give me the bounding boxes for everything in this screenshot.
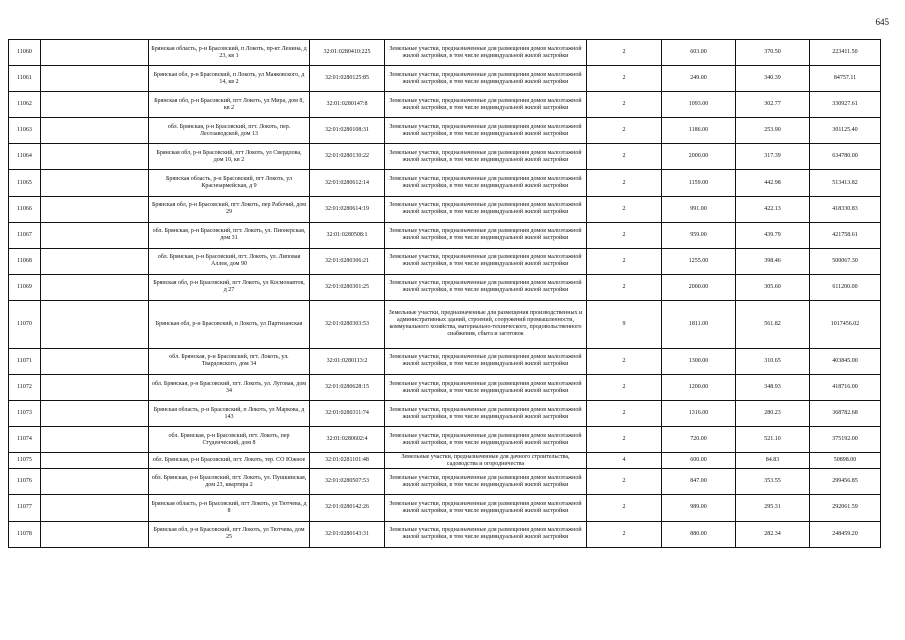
cadastral-value-cell: 375192.00: [810, 427, 881, 453]
rate-cell: 442.98: [736, 170, 810, 196]
row-number: 11066: [9, 196, 41, 222]
table-row: [9, 170, 881, 196]
address-cell: обл. Брянская, р-н Брасовский, пгт. Локоть, ул. Липовая Аллея, дом 90: [149, 248, 310, 274]
rate-cell: 398.46: [736, 248, 810, 274]
cadastral-number-cell: 32:01:0280508:1: [310, 222, 385, 248]
parcel-register-table: [8, 39, 881, 548]
cadastral-number-cell: 32:01:0280306:21: [310, 248, 385, 274]
cadastral-value-cell: 418716.00: [810, 375, 881, 401]
cadastral-value-cell: 513413.82: [810, 170, 881, 196]
table-row: [9, 521, 881, 547]
table-row: [9, 144, 881, 170]
address-cell: Брянская обл, р-н Брасовский, п Локоть, ул Партизанская: [149, 300, 310, 348]
land-use-cell: Земельные участки, предназначенные для размещения домов малоэтажной жилой застройки, в том числе индивидуальной жилой застройки: [385, 196, 587, 222]
group-cell: 2: [587, 40, 662, 66]
land-use-cell: Земельные участки, предназначенные для размещения домов малоэтажной жилой застройки, в том числе индивидуальной жилой застройки: [385, 274, 587, 300]
rate-cell: 317.39: [736, 144, 810, 170]
empty-cell: [41, 118, 149, 144]
table-row: [9, 427, 881, 453]
address-cell: обл. Брянская, р-н Брасовский, пгт. Локоть, ул. Луговая, дом 34: [149, 375, 310, 401]
land-use-cell: Земельные участки, предназначенные для размещения домов малоэтажной жилой застройки, в том числе индивидуальной жилой застройки: [385, 401, 587, 427]
cadastral-number-cell: 32:01:0281101:48: [310, 453, 385, 469]
group-cell: 2: [587, 348, 662, 374]
address-cell: Брянская обл, р-н Брасовский, пгт Локоть, пер Рабочий, дом 29: [149, 196, 310, 222]
row-number: 11070: [9, 300, 41, 348]
empty-cell: [41, 469, 149, 495]
cadastral-value-cell: 299456.85: [810, 469, 881, 495]
group-cell: 2: [587, 495, 662, 521]
land-use-cell: Земельные участки, предназначенные для размещения домов малоэтажной жилой застройки, в том числе индивидуальной жилой застройки: [385, 170, 587, 196]
empty-cell: [41, 401, 149, 427]
cadastral-value-cell: 611200.00: [810, 274, 881, 300]
group-cell: 2: [587, 222, 662, 248]
address-cell: Брянская обл, р-н Брасовский, пгт Локоть, ул Свердлова, дом 10, кв 2: [149, 144, 310, 170]
row-number: 11061: [9, 66, 41, 92]
land-use-cell: Земельные участки, предназначенные для размещения домов малоэтажной жилой застройки, в том числе индивидуальной жилой застройки: [385, 66, 587, 92]
cadastral-value-cell: 223411.50: [810, 40, 881, 66]
empty-cell: [41, 427, 149, 453]
area-cell: 1255.00: [662, 248, 736, 274]
group-cell: 2: [587, 469, 662, 495]
area-cell: 989.00: [662, 495, 736, 521]
cadastral-value-cell: 403845.00: [810, 348, 881, 374]
row-number: 11076: [9, 469, 41, 495]
rate-cell: 295.31: [736, 495, 810, 521]
row-number: 11069: [9, 274, 41, 300]
cadastral-number-cell: 32:01:0280125:85: [310, 66, 385, 92]
address-cell: обл. Брянская, р-н Брасовский, пгт. Локоть, ул. Пушкинская, дом 23, квартира 2: [149, 469, 310, 495]
rate-cell: 561.82: [736, 300, 810, 348]
empty-cell: [41, 453, 149, 469]
cadastral-number-cell: 32:01:0280410:225: [310, 40, 385, 66]
area-cell: 880.00: [662, 521, 736, 547]
address-cell: Брянская область, р-н Брасовский, пгт Локоть, ул Тютчева, д 8: [149, 495, 310, 521]
cadastral-value-cell: 500067.30: [810, 248, 881, 274]
address-cell: Брянская обл, р-н Брасовский, пгт Локоть, ул Мира, дом 8, кв 2: [149, 92, 310, 118]
cadastral-number-cell: 32:01:0280113:2: [310, 348, 385, 374]
cadastral-value-cell: 368782.68: [810, 401, 881, 427]
rate-cell: 310.65: [736, 348, 810, 374]
address-cell: Брянская область, р-н Брасовский, п Локоть, пр-кт Ленина, д 23, кв 1: [149, 40, 310, 66]
row-number: 11073: [9, 401, 41, 427]
area-cell: 1811.00: [662, 300, 736, 348]
cadastral-value-cell: 418330.83: [810, 196, 881, 222]
address-cell: обл. Брянская, р-н Брасовский, пгт. Локоть, ул. Твардовского, дом 34: [149, 348, 310, 374]
rate-cell: 340.39: [736, 66, 810, 92]
row-number: 11065: [9, 170, 41, 196]
rate-cell: 521.10: [736, 427, 810, 453]
table-row: [9, 401, 881, 427]
area-cell: 249.00: [662, 66, 736, 92]
row-number: 11077: [9, 495, 41, 521]
rate-cell: 280.23: [736, 401, 810, 427]
group-cell: 2: [587, 521, 662, 547]
empty-cell: [41, 222, 149, 248]
table-row: [9, 40, 881, 66]
cadastral-value-cell: 421758.61: [810, 222, 881, 248]
address-cell: Брянская обл, р-н Брасовский, п Локоть, ул Маяковского, д 14, кв 2: [149, 66, 310, 92]
area-cell: 603.00: [662, 40, 736, 66]
row-number: 11067: [9, 222, 41, 248]
land-use-cell: Земельные участки, предназначенные для размещения домов малоэтажной жилой застройки, в том числе индивидуальной жилой застройки: [385, 521, 587, 547]
address-cell: Брянская обл, р-н Брасовский, пгт Локоть, ул Тютчева, дом 25: [149, 521, 310, 547]
land-use-cell: Земельные участки, предназначенные для дачного строительства, садоводства и огородничества: [385, 453, 587, 469]
land-use-cell: Земельные участки, предназначенные для размещения домов малоэтажной жилой застройки, в том числе индивидуальной жилой застройки: [385, 92, 587, 118]
empty-cell: [41, 40, 149, 66]
cadastral-number-cell: 32:01:0280142:26: [310, 495, 385, 521]
cadastral-number-cell: 32:01:0280612:14: [310, 170, 385, 196]
area-cell: 1200.00: [662, 375, 736, 401]
cadastral-value-cell: 292061.59: [810, 495, 881, 521]
cadastral-value-cell: 634780.00: [810, 144, 881, 170]
address-cell: Брянская область, р-н Брасовский, п Локоть, ул Маркова, д 143: [149, 401, 310, 427]
area-cell: 1316.00: [662, 401, 736, 427]
land-use-cell: Земельные участки, предназначенные для размещения домов малоэтажной жилой застройки, в том числе индивидуальной жилой застройки: [385, 469, 587, 495]
cadastral-number-cell: 32:01:0280301:25: [310, 274, 385, 300]
area-cell: 2000.00: [662, 144, 736, 170]
address-cell: обл. Брянская, р-н Брасовский, пгт. Локоть, тер. СО Южное: [149, 453, 310, 469]
cadastral-number-cell: 32:01:0280311:74: [310, 401, 385, 427]
rate-cell: 282.34: [736, 521, 810, 547]
land-use-cell: Земельные участки, предназначенные для размещения домов малоэтажной жилой застройки, в том числе индивидуальной жилой застройки: [385, 118, 587, 144]
row-number: 11063: [9, 118, 41, 144]
rate-cell: 353.55: [736, 469, 810, 495]
cadastral-number-cell: 32:01:0280303:53: [310, 300, 385, 348]
land-use-cell: Земельные участки, предназначенные для размещения производственных и административных зданий, строений, сооружений промышленности, коммунального хозяйства, материально-технического, продовольственного снабжения, сбыта и заготовок: [385, 300, 587, 348]
rate-cell: 84.83: [736, 453, 810, 469]
table-row: [9, 469, 881, 495]
table-row: [9, 66, 881, 92]
cadastral-number-cell: 32:01:0280108:31: [310, 118, 385, 144]
group-cell: 2: [587, 427, 662, 453]
empty-cell: [41, 375, 149, 401]
rate-cell: 348.93: [736, 375, 810, 401]
row-number: 11071: [9, 348, 41, 374]
area-cell: 600.00: [662, 453, 736, 469]
empty-cell: [41, 248, 149, 274]
cadastral-number-cell: 32:01:0280143:31: [310, 521, 385, 547]
group-cell: 2: [587, 170, 662, 196]
empty-cell: [41, 521, 149, 547]
area-cell: 991.00: [662, 196, 736, 222]
row-number: 11078: [9, 521, 41, 547]
area-cell: 1159.00: [662, 170, 736, 196]
table-row: [9, 222, 881, 248]
area-cell: 720.00: [662, 427, 736, 453]
area-cell: 1300.00: [662, 348, 736, 374]
cadastral-value-cell: 301125.40: [810, 118, 881, 144]
empty-cell: [41, 66, 149, 92]
land-use-cell: Земельные участки, предназначенные для размещения домов малоэтажной жилой застройки, в том числе индивидуальной жилой застройки: [385, 222, 587, 248]
page-number: 645: [875, 17, 889, 27]
cadastral-number-cell: 32:01:0280130:22: [310, 144, 385, 170]
cadastral-number-cell: 32:01:0280628:15: [310, 375, 385, 401]
area-cell: 2000.00: [662, 274, 736, 300]
group-cell: 2: [587, 196, 662, 222]
group-cell: 9: [587, 300, 662, 348]
table-row: [9, 495, 881, 521]
area-cell: 959.00: [662, 222, 736, 248]
rate-cell: 439.79: [736, 222, 810, 248]
rate-cell: 305.60: [736, 274, 810, 300]
land-use-cell: Земельные участки, предназначенные для размещения домов малоэтажной жилой застройки, в том числе индивидуальной жилой застройки: [385, 375, 587, 401]
row-number: 11060: [9, 40, 41, 66]
rate-cell: 370.50: [736, 40, 810, 66]
table-body: [9, 40, 881, 548]
table-row: [9, 118, 881, 144]
empty-cell: [41, 274, 149, 300]
empty-cell: [41, 300, 149, 348]
table-row: [9, 453, 881, 469]
cadastral-number-cell: 32:01:0280147:8: [310, 92, 385, 118]
group-cell: 2: [587, 375, 662, 401]
land-use-cell: Земельные участки, предназначенные для размещения домов малоэтажной жилой застройки, в том числе индивидуальной жилой застройки: [385, 248, 587, 274]
area-cell: 847.00: [662, 469, 736, 495]
table-row: [9, 92, 881, 118]
empty-cell: [41, 348, 149, 374]
row-number: 11068: [9, 248, 41, 274]
area-cell: 1186.00: [662, 118, 736, 144]
empty-cell: [41, 495, 149, 521]
empty-cell: [41, 92, 149, 118]
rate-cell: 302.77: [736, 92, 810, 118]
rate-cell: 422.13: [736, 196, 810, 222]
row-number: 11075: [9, 453, 41, 469]
rate-cell: 253.90: [736, 118, 810, 144]
cadastral-value-cell: 1017456.02: [810, 300, 881, 348]
land-use-cell: Земельные участки, предназначенные для размещения домов малоэтажной жилой застройки, в том числе индивидуальной жилой застройки: [385, 348, 587, 374]
group-cell: 2: [587, 66, 662, 92]
land-use-cell: Земельные участки, предназначенные для размещения домов малоэтажной жилой застройки, в том числе индивидуальной жилой застройки: [385, 144, 587, 170]
cadastral-value-cell: 50898.00: [810, 453, 881, 469]
area-cell: 1093.00: [662, 92, 736, 118]
group-cell: 2: [587, 144, 662, 170]
cadastral-value-cell: 84757.11: [810, 66, 881, 92]
land-use-cell: Земельные участки, предназначенные для размещения домов малоэтажной жилой застройки, в том числе индивидуальной жилой застройки: [385, 427, 587, 453]
row-number: 11064: [9, 144, 41, 170]
empty-cell: [41, 170, 149, 196]
address-cell: Брянская обл, р-н Брасовский, пгт Локоть, ул Космонавтов, д 27: [149, 274, 310, 300]
group-cell: 2: [587, 92, 662, 118]
address-cell: Брянская область, р-н Брасовский, пгт Локоть, ул Красноармейская, д 9: [149, 170, 310, 196]
address-cell: обл. Брянская, р-н Брасовский, пгт. Локоть, ул. Пионерская, дом 31: [149, 222, 310, 248]
table-row: [9, 248, 881, 274]
empty-cell: [41, 144, 149, 170]
cadastral-number-cell: 32:01:0280507:53: [310, 469, 385, 495]
land-use-cell: Земельные участки, предназначенные для размещения домов малоэтажной жилой застройки, в том числе индивидуальной жилой застройки: [385, 495, 587, 521]
table-row: [9, 375, 881, 401]
row-number: 11074: [9, 427, 41, 453]
table-row: [9, 274, 881, 300]
group-cell: 2: [587, 274, 662, 300]
empty-cell: [41, 196, 149, 222]
table-row: [9, 300, 881, 348]
row-number: 11072: [9, 375, 41, 401]
cadastral-number-cell: 32:01:0280602:4: [310, 427, 385, 453]
land-use-cell: Земельные участки, предназначенные для размещения домов малоэтажной жилой застройки, в том числе индивидуальной жилой застройки: [385, 40, 587, 66]
address-cell: обл. Брянская, р-н Брасовский, пгт. Локоть, пер Студенческий, дом 8: [149, 427, 310, 453]
group-cell: 2: [587, 401, 662, 427]
group-cell: 4: [587, 453, 662, 469]
group-cell: 2: [587, 118, 662, 144]
cadastral-number-cell: 32:01:0280614:19: [310, 196, 385, 222]
address-cell: обл. Брянская, р-н Брасовский, пгт. Локоть, пер. Лесозаводской, дом 13: [149, 118, 310, 144]
cadastral-value-cell: 248459.20: [810, 521, 881, 547]
table-row: [9, 348, 881, 374]
group-cell: 2: [587, 248, 662, 274]
table-row: [9, 196, 881, 222]
row-number: 11062: [9, 92, 41, 118]
cadastral-value-cell: 330927.61: [810, 92, 881, 118]
